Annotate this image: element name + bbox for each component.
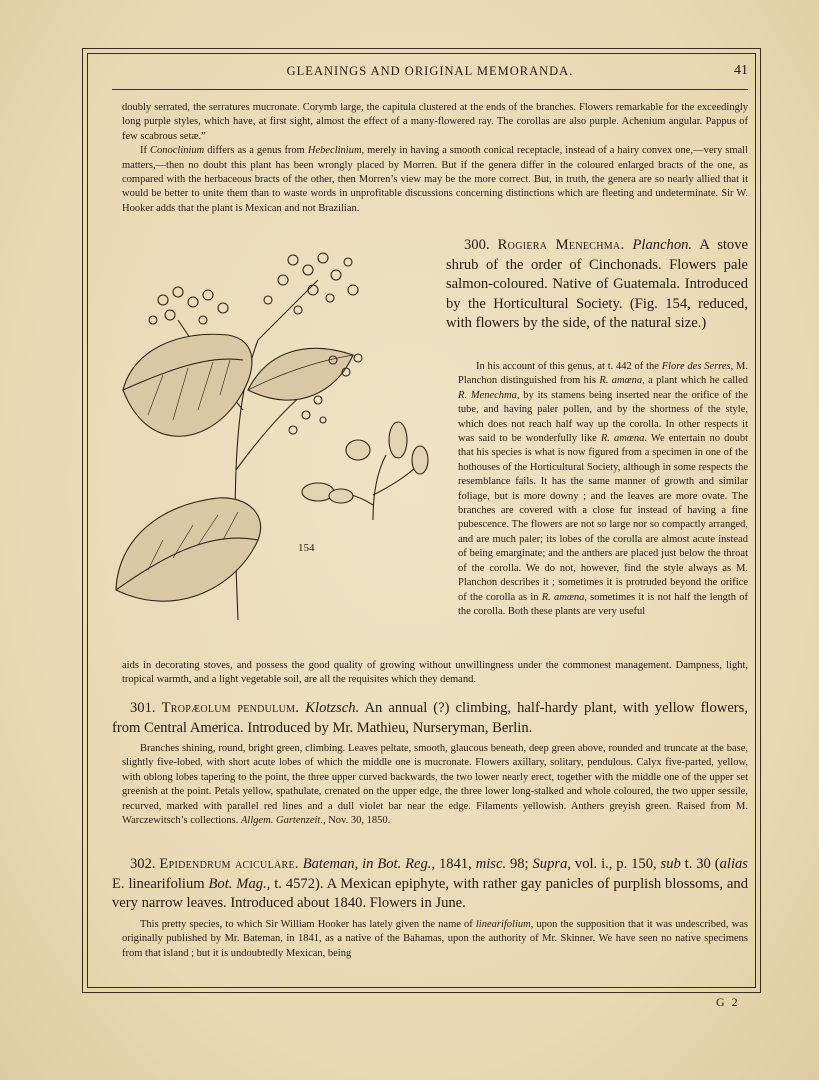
species-author: Planchon. — [632, 237, 693, 253]
entry-description: A stove shrub of the order of Cinchonads. Flowers pale salmon-coloured. Native of Guatemala. Introduced by the Horticultural Society. (Fig. 154, reduced, with flowers by the side, of the natural size.) — [446, 237, 748, 331]
entry-number: 300. — [464, 237, 490, 253]
species-name: Epidendrum aciculare. — [159, 856, 299, 872]
figure-number: 154 — [298, 542, 315, 554]
paragraph-conoclinium: If Conoclinium differs as a genus from Hebeclinium, merely in having a smooth conical receptacle, instead of a hairy convex one,—very small matters,—then no doubt this plant has been wrongly placed by Morren. But if the genera differ in the coloured enlarged bracts of the one, as compared with the herbaceous bracts of the other, then Morren’s view may be the more correct. But, in truth, the genera are so nearly allied that it would be better to unite them than to waste words in unprofitable discussions concerning distinctions which are fleeting and undeterminate. Sir W. Hooker adds that the plant is Mexican and not Brazilian. — [122, 145, 749, 214]
leaf-bottom — [116, 498, 261, 601]
header-rule — [112, 89, 748, 90]
entry-301-body: Branches shining, round, bright green, climbing. Leaves peltate, smooth, glaucous beneath, deep green above, rounded and truncate at the base, slightly five-lobed, with short acute lobes of which the middle one is mucronate. Flowers axillary, solitary, pendulous. Calyx five-parted, yellow, with oblong lobes tapering to the point, the three upper curved backwards, the two lower nearly erect, together with the middle one of the upper set greenish at the point. Petals yellow, spathulate, crenated on the upper edge, the three lower long-stalked and whole coloured, the two upper sessile, recurved, marked with parallel red lines and a dull violet bar near the edge. Filaments yellowish. Anthers greyish green. Raised from M. Warczewitsch’s collections. Allgem. Gartenzeit., Nov. 30, 1850. — [122, 743, 748, 827]
species-name: Rogiera Menechma. — [497, 237, 625, 253]
flower-detail — [302, 422, 428, 520]
entry-300-heading — [446, 236, 748, 334]
page-number: 41 — [734, 63, 748, 78]
paragraph-conclusion: doubly serrated, the serratures mucronate. Corymb large, the capitula clustered at the ends of the branches. Flowers remarkable for the exceedingly long purple styles, which have, at first sight, almost the effect of a many-flowered ray. The corollas are also purple. Achenium angular. Pappus of few scabrous setæ.” — [122, 102, 748, 142]
continued-text — [122, 101, 748, 216]
entry-number: 302. — [130, 856, 156, 872]
flower-cluster-left — [149, 287, 228, 324]
entry-description: , t. 4572). A Mexican epiphyte, with rather gay panicles of purplish blossoms, and very narrow leaves. Introduced about 1840. Flowers in June. — [112, 875, 748, 911]
entry-number: 301. — [130, 700, 156, 716]
rogiera-engraving — [108, 240, 446, 640]
entry-301-heading — [112, 699, 748, 738]
running-title: GLEANINGS AND ORIGINAL MEMORANDA. — [286, 64, 574, 78]
leaf-upper-right — [248, 348, 353, 400]
flower-cluster-top — [264, 253, 358, 314]
entry-300-body-continued: aids in decorating stoves, and possess the good quality of growing without unwillingness under the commonest management. Dampness, light, tropical warmth, and a light vegetable soil, are all the requisites which they demand. — [122, 660, 748, 686]
species-author: Klotzsch. — [305, 700, 360, 716]
signature-mark: G 2 — [716, 995, 740, 1009]
entry-302-body: This pretty species, to which Sir William Hooker has lately given the name of linearifolium, upon the supposition that it was undescribed, was originally published by Mr. Bateman, in 1841, as a native of the Bahamas, upon the authority of Mr. Skinner. We have seen no native specimens from that island ; but it is undoubtedly Mexican, being — [122, 919, 748, 959]
botanical-illustration — [108, 240, 446, 640]
entry-300-body: In his account of this genus, at t. 442 of the Flore des Serres, M. Planchon distinguished from his R. amœna, a plant which he called R. Menechma, by its stamens being inserted near the orifice of the tube, and having paler pollen, and by the shortness of the style, which does not reach half way up the corolla. In other respects it was said to be wonderfully like R. amœna. We entertain no doubt that his species is what is now figured from a specimen in one of the hothouses of the Horticultural Society, although in some respects the resemblance fails. It has the same manner of growth and similar foliage, but is more downy ; and the leaves are more ovate. The branches are covered with a close fur instead of having a fine pubescence. The flowers are not so large nor so compactly arranged, and are much paler; its lobes of the corolla are almost acute instead of being emarginate; and the anthers are placed just below the throat of the corolla. We do not, however, find the style always as M. Planchon describes it ; sometimes it is protruded beyond the orifice of the corolla as in R. amœna, sometimes it is not half the length of the corolla. Both these plants are very useful — [458, 361, 749, 617]
running-header — [112, 64, 748, 86]
leaf-middle — [123, 334, 252, 436]
entry-description: An annual (?) climbing, half-hardy plant, with yellow flowers, from Central America. Introduced by Mr. Mathieu, Nurseryman, Berlin. — [112, 700, 748, 736]
species-name: Tropæolum pendulum. — [161, 700, 300, 716]
entry-302-heading: 302. Epidendrum aciculare. Bateman, in Bot. Reg., 1841, misc. 98; Supra, vol. i., p. 150, sub t. 30 (alias E. linearifolium Bot. Mag., t. 4572). A Mexican epiphyte, with rather gay panicles of purplish blossoms, and very narrow leaves. Introduced about 1840. Flowers in June. — [112, 856, 748, 911]
